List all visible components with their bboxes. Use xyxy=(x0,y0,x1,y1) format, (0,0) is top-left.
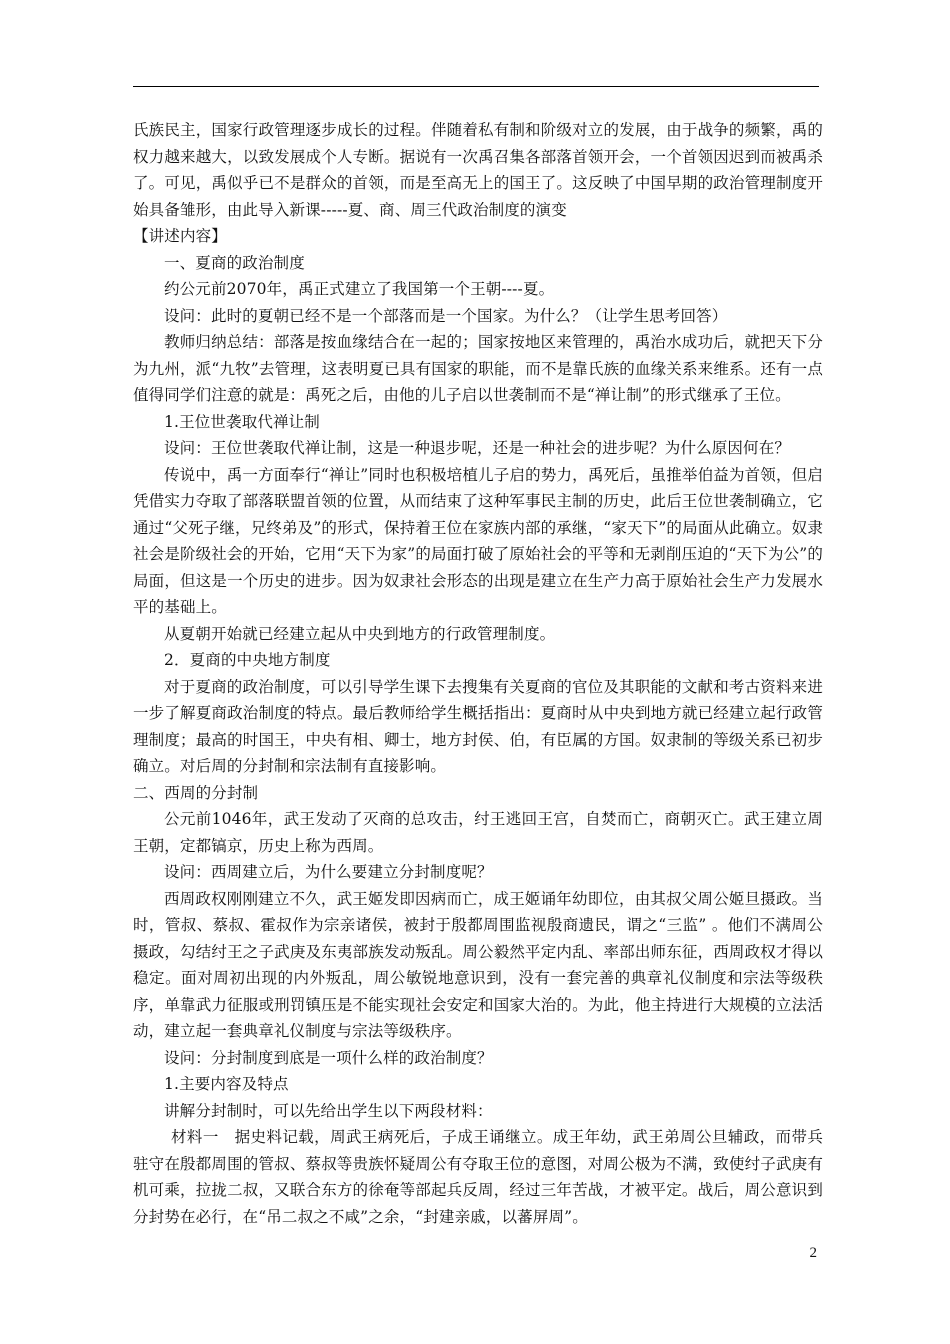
paragraph: 西周政权刚刚建立不久，武王姬发即因病而亡，成王姬诵年幼即位，由其叔父周公姬旦摄政。当时，管叔、蔡叔、霍叔作为宗亲诸侯，被封于殷都周围监视殷商遗民，谓之“三监” 。他们不满周公摄政，勾结纣王之子武庚及东夷部族发动叛乱。周公毅然平定内乱、率部出师东征，西周政权才得以稳定。面对周初出现的内外叛乱，周公敏锐地意识到，没有一套完善的典章礼仪制度和宗法等级秩序，单靠武力征服或刑罚镇压是不能实现社会安定和国家大治的。为此，他主持进行大规模的立法活动，建立起一套典章礼仪制度与宗法等级秩序。 xyxy=(133,889,823,1040)
section-heading-western-zhou: 二、西周的分封制 xyxy=(133,783,259,802)
section-heading-xia-shang: 一、夏商的政治制度 xyxy=(164,253,305,272)
body-text xyxy=(133,117,823,1230)
paragraph-intro: 氏族民主，国家行政管理逐步成长的过程。伴随着私有制和阶级对立的发展，由于战争的频繁，禹的权力越来越大，以致发展成个人专断。据说有一次禹召集各部落首领开会，一个首领因迟到而被禹杀了。可见，禹似乎已不是群众的首领，而是至高无上的国王了。这反映了中国早期的政治管理制度开始具备雏形，由此导入新课-----夏、商、周三代政治制度的演变 xyxy=(133,121,823,219)
subheading: 2．夏商的中央地方制度 xyxy=(164,651,331,669)
paragraph: 讲解分封制时，可以先给出学生以下两段材料： xyxy=(164,1101,493,1120)
paragraph: 教师归纳总结：部落是按血缘结合在一起的；国家按地区来管理的，禹治水成功后，就把天下分为九州，派“九牧”去管理，这表明夏已具有国家的职能，而不是靠氏族的血缘关系来维系。还有一点值得同学们注意的就是：禹死之后，由他的儿子启以世袭制而不是“禅让制”的形式继承了王位。 xyxy=(133,333,823,404)
question: 设问：分封制度到底是一项什么样的政治制度？ xyxy=(164,1048,493,1067)
section-label: 【讲述内容】 xyxy=(133,227,227,245)
paragraph: 公元前1046年，武王发动了灭商的总攻击，纣王逃回王宫，自焚而亡，商朝灭亡。武王建立周王朝，定都镐京，历史上称为西周。 xyxy=(133,810,823,855)
paragraph: 传说中，禹一方面奉行“禅让”同时也积极培植儿子启的势力，禹死后，虽推举伯益为首领，但启凭借实力夺取了部落联盟首领的位置，从而结束了这种军事民主制的历史，此后王位世袭制确立，它通过“父死子继，兄终弟及”的形式，保持着王位在家族内部的承继，“家天下”的局面从此确立。奴隶社会是阶级社会的开始，它用“天下为家”的局面打破了原始社会的平等和无剥削压迫的“天下为公”的局面，但这是一个历史的进步。因为奴隶社会形态的出现是建立在生产力高于原始社会生产力发展水平的基础上。 xyxy=(133,465,823,616)
material-quote: 材料一 据史料记载，周武王病死后，子成王诵继立。成王年幼，武王弟周公旦辅政，而带兵驻守在殷都周围的管叔、蔡叔等贵族怀疑周公有夺取王位的意图，对周公极为不满，致使纣子武庚有机可乘，拉拢二叔，又联合东方的徐奄等部起兵反周，经过三年苦战，才被平定。战后，周公意识到分封势在必行，在“吊二叔之不咸”之余，“封建亲戚，以蕃屏周”。 xyxy=(133,1128,823,1226)
question: 设问：此时的夏朝已经不是一个部落而是一个国家。为什么？（让学生思考回答） xyxy=(164,306,728,325)
page-number: 2 xyxy=(809,1245,817,1261)
header-rule xyxy=(133,86,819,87)
subheading: 1.主要内容及特点 xyxy=(164,1075,289,1093)
question: 设问：西周建立后，为什么要建立分封制度呢？ xyxy=(164,863,493,881)
question: 设问：王位世袭取代禅让制，这是一种退步呢，还是一种社会的进步呢？为什么原因何在？ xyxy=(164,439,791,457)
paragraph: 从夏朝开始就已经建立起从中央到地方的行政管理制度。 xyxy=(164,624,556,643)
paragraph: 约公元前2070年，禹正式建立了我国第一个王朝----夏。 xyxy=(164,280,555,298)
paragraph: 对于夏商的政治制度，可以引导学生课下去搜集有关夏商的官位及其职能的文献和考古资料来进一步了解夏商政治制度的特点。最后教师给学生概括指出：夏商时从中央到地方就已经建立起行政管理制度；最高的时国王，中央有相、卿士，地方封侯、伯，有臣属的方国。奴隶制的等级关系已初步确立。对后周的分封制和宗法制有直接影响。 xyxy=(133,677,823,775)
subheading: 1.王位世袭取代禅让制 xyxy=(164,412,320,431)
